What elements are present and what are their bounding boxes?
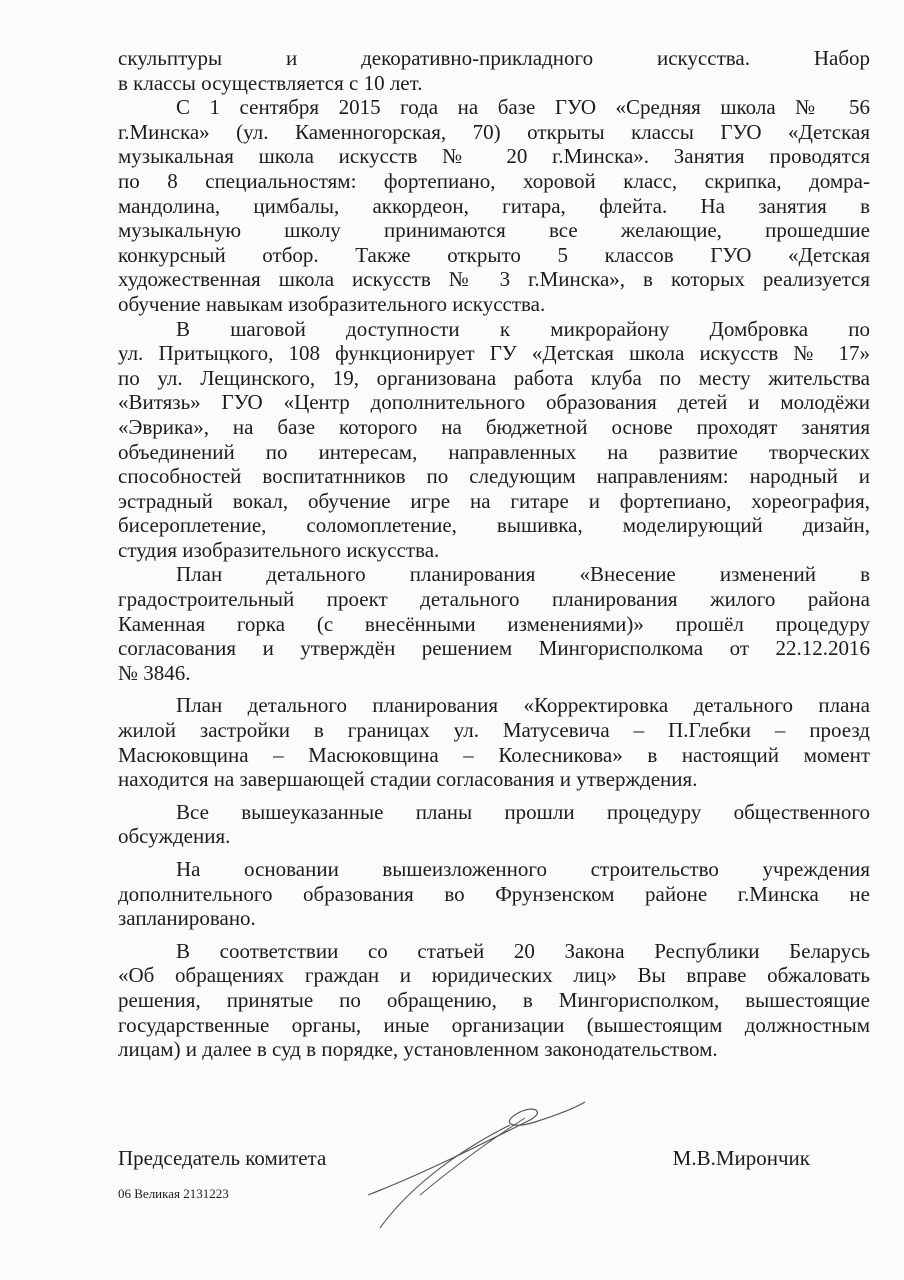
text-line: В соответствии со статьей 20 Закона Республики Беларусь bbox=[176, 938, 870, 963]
signatory-name: М.В.Мирончик bbox=[672, 1146, 810, 1170]
text-line: «Об обращениях граждан и юридических лиц» Вы вправе обжаловать bbox=[118, 963, 870, 988]
text-line: Все вышеуказанные планы прошли процедуру общественного bbox=[176, 799, 870, 824]
text-line: градостроительный проект детального планирования жилого района bbox=[118, 587, 870, 612]
text-line: Каменная горка (с внесёнными изменениями)» прошёл процедуру bbox=[118, 611, 870, 636]
paragraph-gap bbox=[118, 931, 870, 939]
text-line: музыкальную школу принимаются все желающие, прошедшие bbox=[118, 218, 870, 243]
text-line: государственные органы, иные организации (вышестоящим должностным bbox=[118, 1012, 870, 1037]
text-line: дополнительного образования во Фрунзенском районе г.Минска не bbox=[118, 881, 870, 906]
text-line: жилой застройки в границах ул. Матусевича – П.Глебки – проезд bbox=[118, 718, 870, 743]
paragraph bbox=[118, 939, 870, 1062]
text-line: скульптуры и декоративно-прикладного искусства. Набор bbox=[118, 46, 870, 70]
text-line: в классы осуществляется с 10 лет. bbox=[118, 70, 423, 95]
text-line: г.Минска» (ул. Каменногорская, 70) открыты классы ГУО «Детская bbox=[118, 119, 870, 144]
text-line: План детального планирования «Внесение изменений в bbox=[176, 562, 870, 587]
text-line: художественная школа искусств № 3 г.Минска», в которых реализуется bbox=[118, 267, 870, 292]
text-line: С 1 сентября 2015 года на базе ГУО «Средняя школа № 56 bbox=[176, 95, 870, 120]
paragraph-gap bbox=[118, 849, 870, 857]
text-line: «Эврика», на базе которого на бюджетной основе проходят занятия bbox=[118, 414, 870, 439]
text-line: обучение навыкам изобразительного искусства. bbox=[118, 291, 546, 316]
text-line: по 8 специальностям: фортепиано, хоровой класс, скрипка, домра- bbox=[118, 168, 870, 193]
text-line: способностей воспитатнников по следующим направлениям: народный и bbox=[118, 464, 870, 489]
text-line: находится на завершающей стадии согласования и утверждения. bbox=[118, 767, 698, 792]
text-line: решения, принятые по обращению, в Мингорисполком, вышестоящие bbox=[118, 987, 870, 1012]
paragraph-gap bbox=[118, 685, 870, 693]
text-line: лицам) и далее в суд в порядке, установленном законодательством. bbox=[118, 1037, 718, 1062]
text-line: Масюковщина – Масюковщина – Колесникова» в настоящий момент bbox=[118, 742, 870, 767]
paragraph bbox=[118, 317, 870, 563]
text-line: эстрадный вокал, обучение игре на гитаре и фортепиано, хореография, bbox=[118, 488, 870, 513]
paragraph bbox=[118, 800, 870, 849]
text-line: В шаговой доступности к микрорайону Домбровка по bbox=[176, 316, 870, 341]
handwritten-signature bbox=[360, 1100, 590, 1230]
text-line: На основании вышеизложенного строительство учреждения bbox=[176, 857, 870, 881]
text-line: запланировано. bbox=[118, 906, 256, 931]
text-line: обсуждения. bbox=[118, 824, 231, 849]
paragraph bbox=[118, 95, 870, 316]
text-line: мандолина, цимбалы, аккордеон, гитара, флейта. На занятия в bbox=[118, 193, 870, 218]
text-line: музыкальная школа искусств № 20 г.Минска». Занятия проводятся bbox=[118, 144, 870, 169]
text-line: студия изобразительного искусства. bbox=[118, 537, 440, 562]
text-line: согласования и утверждён решением Мингорисполкома от 22.12.2016 bbox=[118, 636, 870, 661]
text-line: бисероплетение, соломоплетение, вышивка, моделирующий дизайн, bbox=[118, 513, 870, 538]
text-line: План детального планирования «Корректировка детального плана bbox=[176, 693, 870, 718]
paragraph bbox=[118, 46, 870, 95]
footer-note: 06 Великая 2131223 bbox=[118, 1186, 229, 1201]
text-line: № 3846. bbox=[118, 660, 191, 685]
paragraph bbox=[118, 857, 870, 931]
paragraph bbox=[118, 562, 870, 685]
text-line: объединений по интересам, направленных на развитие творческих bbox=[118, 439, 870, 464]
document-body bbox=[118, 46, 870, 1062]
text-line: ул. Притыцкого, 108 функционирует ГУ «Детская школа искусств № 17» bbox=[118, 341, 870, 366]
text-line: «Витязь» ГУО «Центр дополнительного образования детей и молодёжи bbox=[118, 390, 870, 415]
paragraph-gap bbox=[118, 792, 870, 800]
text-line: по ул. Лещинского, 19, организована работа клуба по месту жительства bbox=[118, 365, 870, 390]
signatory-position: Председатель комитета bbox=[118, 1146, 327, 1170]
paragraph bbox=[118, 693, 870, 791]
text-line: конкурсный отбор. Также открыто 5 классов ГУО «Детская bbox=[118, 242, 870, 267]
